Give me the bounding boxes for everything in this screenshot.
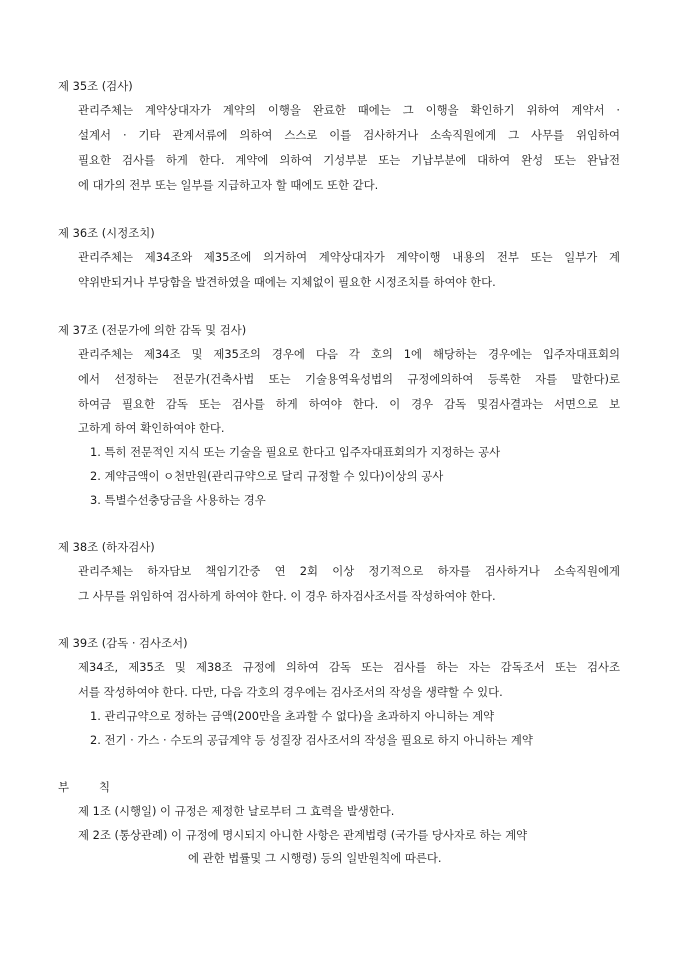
article-35-body-line-1: 관리주체는 계약상대자가 계약의 이행을 완료한 때에는 그 이행을 확인하기 위하여 계약서 · — [78, 103, 620, 117]
article-37-item-2: 2. 계약금액이 ㅇ천만원(관리규약으로 달리 규정할 수 있다)이상의 공사 — [90, 469, 444, 483]
article-37-body-line-3: 하여금 필요한 감독 또는 검사를 하게 하여야 한다. 이 경우 감독 및검사결과는 서면으로 보 — [78, 397, 620, 411]
article-39-body-line-2: 서를 작성하여야 한다. 다만, 다음 각호의 경우에는 검사조서의 작성을 생략할 수 있다. — [78, 685, 503, 699]
article-39-item-1: 1. 관리규약으로 정하는 금액(200만을 초과할 수 없다)을 초과하지 아니하는 계약 — [90, 709, 495, 723]
article-39-heading: 제 39조 (감독 · 검사조서) — [58, 636, 188, 650]
article-38-body-line-2: 그 사무를 위임하여 검사하게 하여야 한다. 이 경우 하자검사조서를 작성하여야 한다. — [78, 589, 496, 603]
article-36-body-line-2: 약위반되거나 부당함을 발견하였을 때에는 지체없이 필요한 시정조치를 하여야 한다. — [78, 275, 496, 289]
appendix-title-part-2: 칙 — [99, 780, 111, 794]
article-36-body-line-1: 관리주체는 제34조와 제35조에 의거하여 계약상대자가 계약이행 내용의 전부 또는 일부가 계 — [78, 250, 620, 264]
article-37-item-3: 3. 특별수선충당금을 사용하는 경우 — [90, 493, 266, 507]
article-37-item-1: 1. 특히 전문적인 지식 또는 기술을 필요로 한다고 입주자대표회의가 지정하는 공사 — [90, 445, 501, 459]
appendix-item-1: 제 1조 (시행일) 이 규정은 제정한 날로부터 그 효력을 발생한다. — [78, 804, 395, 818]
article-37-body-line-1: 관리주체는 제34조 및 제35조의 경우에 다음 각 호의 1에 해당하는 경우에는 입주자대표회의 — [78, 347, 620, 361]
appendix-title-part-1: 부 — [58, 780, 70, 794]
article-35-body-line-3: 필요한 검사를 하게 한다. 계약에 의하여 기성부분 또는 기납부분에 대하여 완성 또는 완납전 — [78, 153, 620, 167]
article-38-body-line-1: 관리주체는 하자담보 책임기간중 연 2회 이상 정기적으로 하자를 검사하거나 소속직원에게 — [78, 564, 620, 578]
appendix-item-2-continued: 에 관한 법률및 그 시행령) 등의 일반원칙에 따른다. — [188, 851, 442, 865]
article-35-heading: 제 35조 (검사) — [58, 79, 133, 93]
appendix-title — [58, 779, 110, 795]
article-37-heading: 제 37조 (전문가에 의한 감독 및 검사) — [58, 323, 247, 337]
article-39-item-2: 2. 전기 · 가스 · 수도의 공급계약 등 성질장 검사조서의 작성을 필요로 하지 아니하는 계약 — [90, 733, 533, 747]
article-35-body-line-2: 설계서 · 기타 관계서류에 의하여 스스로 이를 검사하거나 소속직원에게 그 사무를 위임하여 — [78, 128, 620, 142]
article-38-heading: 제 38조 (하자검사) — [58, 540, 155, 554]
article-37-body-line-4: 고하게 하여 확인하여야 한다. — [78, 421, 225, 435]
appendix-item-2: 제 2조 (통상관례) 이 규정에 명시되지 아니한 사항은 관계법령 (국가를 당사자로 하는 계약 — [78, 828, 528, 842]
article-37-body-line-2: 에서 선정하는 전문가(건축사법 또는 기술용역육성법의 규정에의하여 등록한 자를 말한다)로 — [78, 372, 620, 386]
article-35-body-line-4: 에 대가의 전부 또는 일부를 지급하고자 할 때에도 또한 같다. — [78, 178, 379, 192]
article-39-body-line-1: 제34조, 제35조 및 제38조 규정에 의하여 감독 또는 검사를 하는 자는 감독조서 또는 검사조 — [78, 660, 620, 674]
article-36-heading: 제 36조 (시정조치) — [58, 226, 155, 240]
